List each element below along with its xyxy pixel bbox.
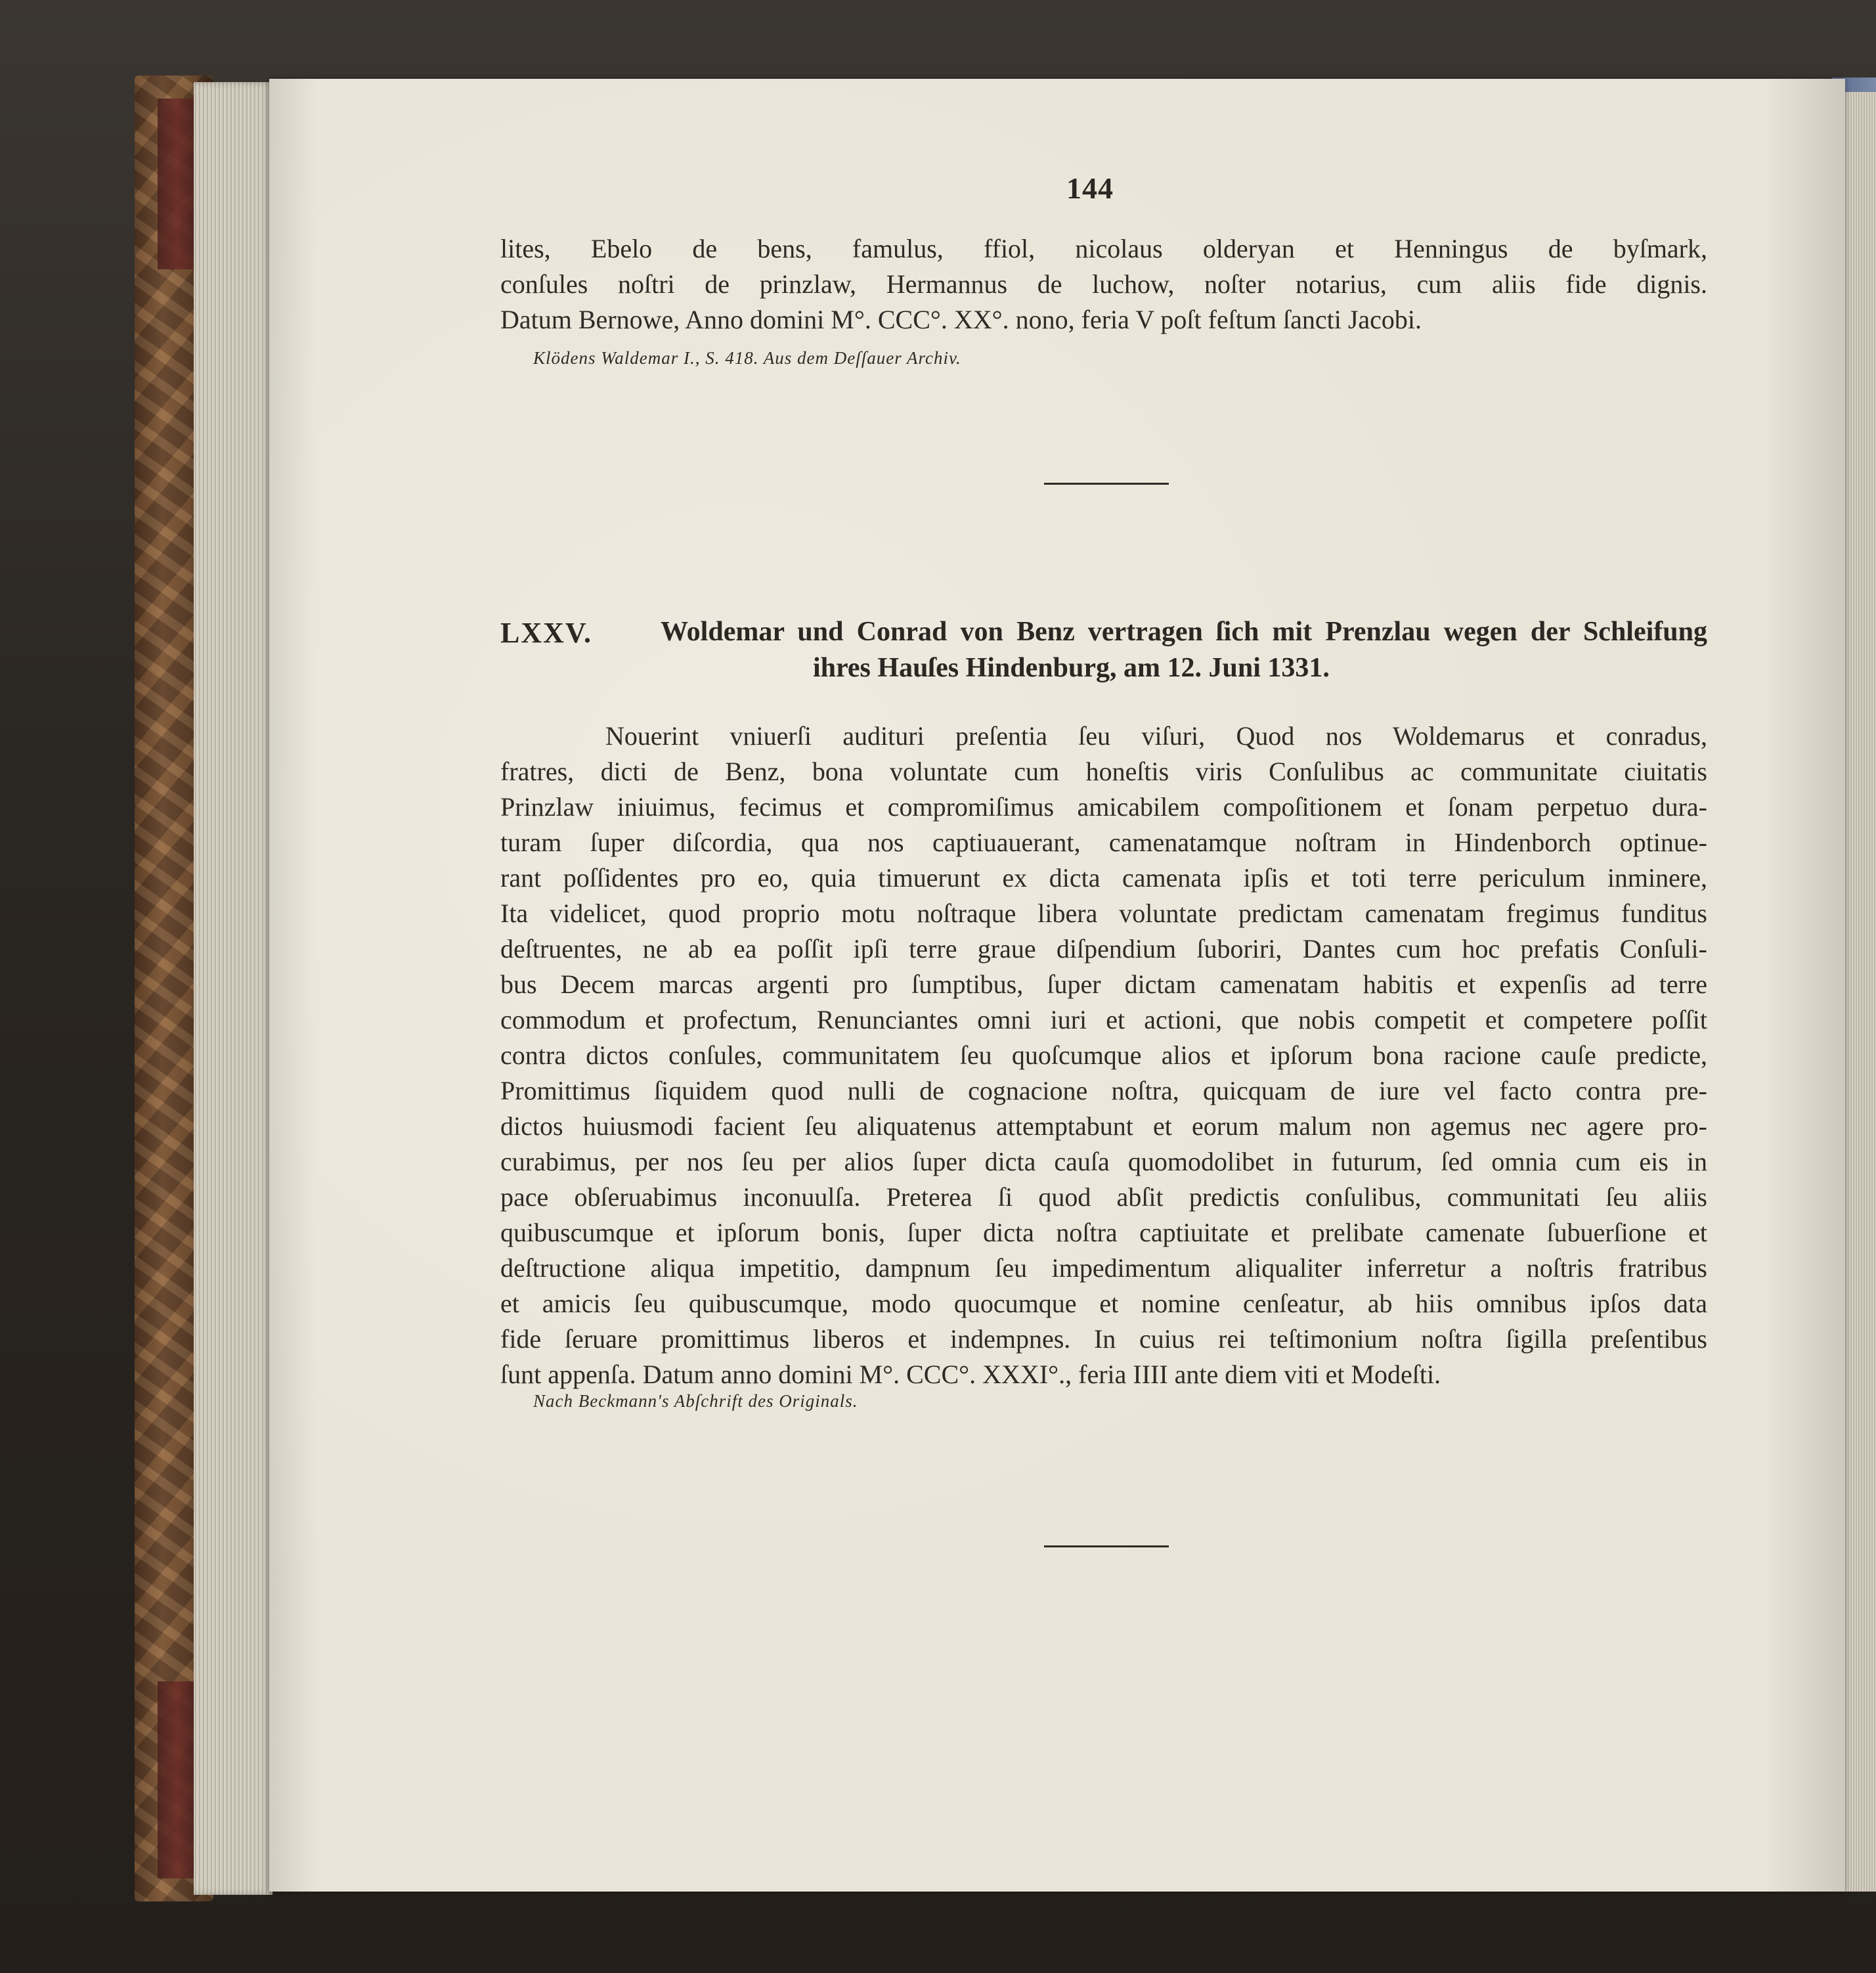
text-line: bus Decem marcas argenti pro ſumptibus, ſuper dictam camenatam habitis et expenſis ad terre: [500, 969, 1707, 999]
separator-rule: [1044, 483, 1169, 485]
text-line: contra dictos conſules, communitatem ſeu quoſcumque alios et ipſorum bona racione cauſe predicte,: [500, 1040, 1707, 1070]
text-line: deſtruentes, ne ab ea poſſit ipſi terre graue diſpendium ſuboriri, Dantes cum hoc prefatis Conſuli-: [500, 934, 1707, 964]
text-line: turam ſuper diſcordia, qua nos captiuauerant, camenatamque noſtram in Hindenborch optinue-: [500, 828, 1707, 857]
text-line: conſules noſtri de prinzlaw, Hermannus de luchow, noſter notarius, cum aliis fide dignis.: [500, 269, 1707, 299]
page-stack-left: [194, 82, 273, 1895]
text-line: fratres, dicti de Benz, bona voluntate cum honeſtis viris Conſulibus ac communitate ciuitatis: [500, 757, 1707, 786]
text-line: lites, Ebelo de bens, famulus, ffiol, nicolaus olderyan et Henningus de byſmark,: [500, 234, 1707, 263]
book-binding-bottom: [158, 1681, 197, 1878]
text-line: ſunt appenſa. Datum anno domini M°. CCC°. XXXI°., feria IIII ante diem viti et Modeſti.: [500, 1360, 1441, 1389]
text-line: et amicis ſeu quibuscumque, modo quocumque et nomine cenſeatur, ab hiis omnibus ipſos data: [500, 1289, 1707, 1318]
text-line: Nouerint vniuerſi audituri preſentia ſeu viſuri, Quod nos Woldemarus et conradus,: [605, 721, 1707, 751]
text-line: Promittimus ſiquidem quod nulli de cognacione noſtra, quicquam de iure vel facto contra pre-: [500, 1076, 1707, 1105]
text-line: dictos huiusmodi facient ſeu aliquatenus attemptabunt et eorum malum non agemus nec agere pro-: [500, 1111, 1707, 1141]
text-line: curabimus, per nos ſeu per alios ſuper dicta cauſa quomodolibet in futurum, ſed omnia cum eis in: [500, 1147, 1707, 1176]
previous-document-text: [500, 231, 1707, 338]
text-line: deſtructione aliqua impetitio, dampnum ſeu impedimentum aliqualiter inferretur a noſtris fratribus: [500, 1253, 1707, 1283]
text-line: fide ſeruare promittimus liberos et indempnes. In cuius rei teſtimonium noſtra ſigilla preſentibus: [500, 1324, 1707, 1354]
book-binding-top: [158, 99, 197, 269]
document-body: [500, 719, 1707, 1392]
separator-rule: [1044, 1545, 1169, 1547]
text-line: rant poſſidentes pro eo, quia timuerunt ex dicta camenata ipſis et toti terre periculum inminere,: [500, 863, 1707, 893]
text-line: commodum et profectum, Renunciantes omni iuri et actioni, que nobis competit et competere poſſit: [500, 1005, 1707, 1034]
text-line: quibuscumque et ipſorum bonis, ſuper dicta noſtra captiuitate et prelibate camenate ſubuerſione et: [500, 1218, 1707, 1247]
document-heading-continued: ihres Hauſes Hindenburg, am 12. Juni 1331.: [813, 653, 1330, 683]
document-source-note: Nach Beckmann's Abſchrift des Originals.: [533, 1391, 858, 1411]
document-number: LXXV.: [500, 617, 593, 649]
document-heading: Woldemar und Conrad von Benz vertragen ſich mit Prenzlau wegen der Schleifung: [661, 617, 1707, 647]
page-number: 144: [1066, 171, 1114, 205]
text-line: Datum Bernowe, Anno domini M°. CCC°. XX°. nono, feria V poſt feſtum ſancti Jacobi.: [500, 305, 1422, 334]
previous-source-note: Klödens Waldemar I., S. 418. Aus dem Deſſauer Archiv.: [533, 348, 961, 368]
text-line: pace obſeruabimus inconuulſa. Preterea ſi quod abſit predictis conſulibus, communitati ſeu aliis: [500, 1182, 1707, 1212]
text-line: Prinzlaw iniuimus, fecimus et compromiſimus amicabilem compoſitionem et ſonam perpetuo dura-: [500, 792, 1707, 822]
text-line: Ita videlicet, quod proprio motu noſtraque libera voluntate predictam camenatam fregimus funditus: [500, 898, 1707, 928]
